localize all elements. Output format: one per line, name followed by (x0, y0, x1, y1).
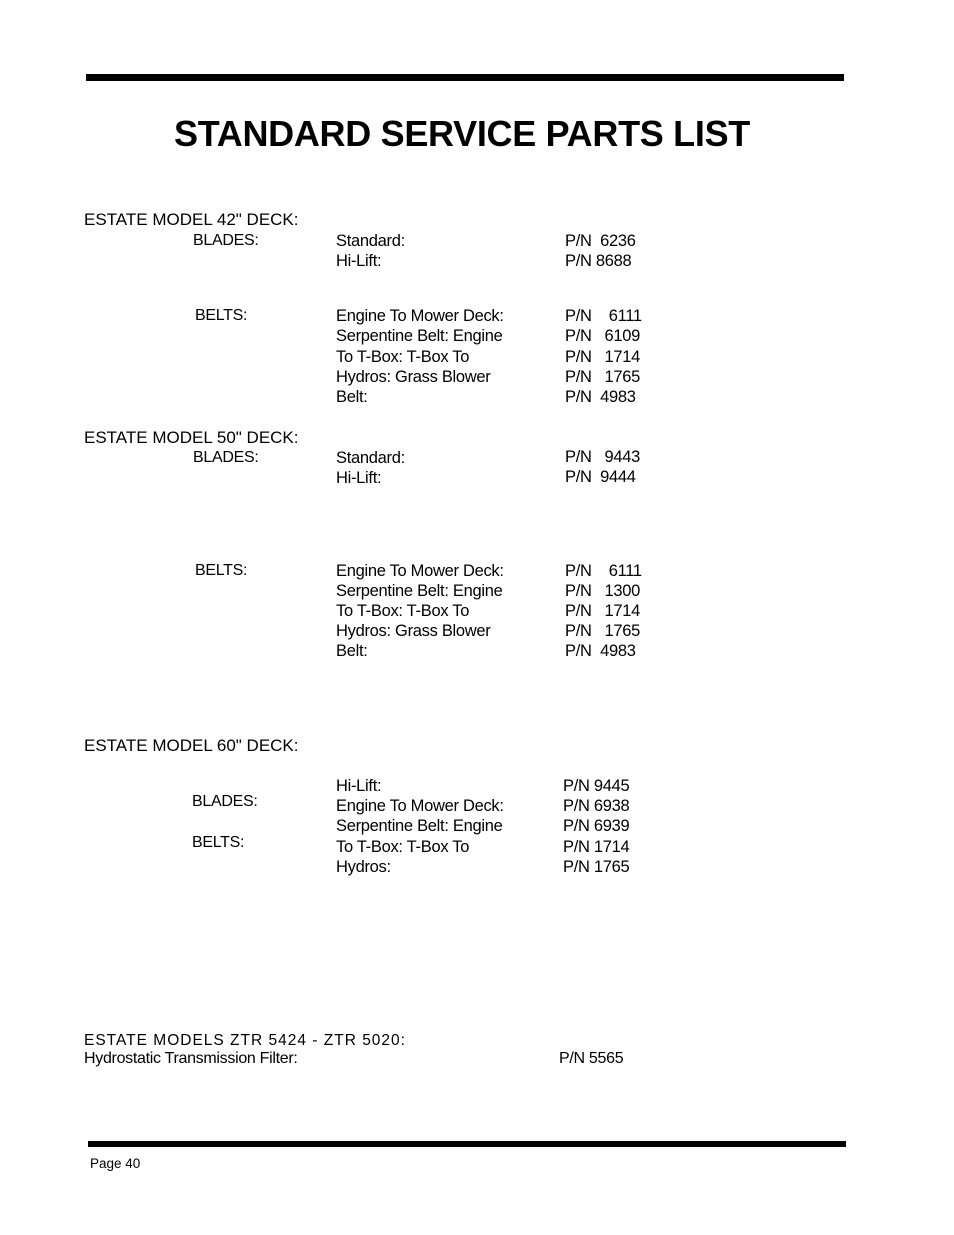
part-number: P/N 4983 (565, 642, 636, 660)
part-desc: Belt: (336, 388, 368, 406)
part-desc: Engine To Mower Deck: (336, 797, 504, 815)
part-desc: Serpentine Belt: Engine (336, 817, 503, 835)
top-rule (86, 74, 844, 81)
part-desc: Hydros: Grass Blower (336, 368, 491, 386)
part-desc: Engine To Mower Deck: (336, 562, 504, 580)
part-number: P/N 6111 (565, 562, 642, 580)
part-desc: Engine To Mower Deck: (336, 307, 504, 325)
part-number: P/N 8688 (565, 252, 632, 270)
part-desc: Standard: (336, 232, 405, 250)
page-title: STANDARD SERVICE PARTS LIST (174, 113, 750, 154)
part-desc: Serpentine Belt: Engine (336, 327, 503, 345)
part-number: P/N 1714 (565, 348, 640, 366)
part-number: P/N 6111 (565, 307, 642, 325)
part-number: P/N 1300 (565, 582, 640, 600)
section-heading-60: ESTATE MODEL 60" DECK: (84, 736, 299, 755)
section-heading-42: ESTATE MODEL 42" DECK: (84, 210, 299, 229)
part-number: P/N 6236 (565, 232, 636, 250)
part-desc: To T-Box: T-Box To (336, 348, 470, 366)
part-number: P/N 1765 (563, 858, 630, 876)
part-number: P/N 9443 (565, 448, 640, 466)
part-number: P/N 1714 (565, 602, 640, 620)
part-number: P/N 4983 (565, 388, 636, 406)
section-heading-50: ESTATE MODEL 50" DECK: (84, 428, 299, 447)
part-desc: To T-Box: T-Box To (336, 838, 470, 856)
part-desc: Standard: (336, 449, 405, 467)
ztr-heading: ESTATE MODELS ZTR 5424 - ZTR 5020: (84, 1032, 406, 1049)
blades-label-42: BLADES: (193, 232, 259, 249)
part-desc: Hi-Lift: (336, 252, 382, 270)
belts-label-60: BELTS: (192, 834, 245, 851)
part-number: P/N 6938 (563, 797, 630, 815)
page-number: Page 40 (90, 1156, 141, 1171)
bottom-rule (88, 1141, 846, 1147)
part-desc: Belt: (336, 642, 368, 660)
part-number: P/N 6109 (565, 327, 640, 345)
part-desc: Hi-Lift: (336, 777, 382, 795)
part-desc: Hi-Lift: (336, 469, 382, 487)
belts-label-50: BELTS: (195, 562, 248, 579)
part-desc: Hydros: (336, 858, 391, 876)
filter-desc: Hydrostatic Transmission Filter: (84, 1050, 298, 1067)
blades-label-50: BLADES: (193, 449, 259, 466)
part-number: P/N 1714 (563, 838, 630, 856)
blades-label-60: BLADES: (192, 793, 258, 810)
part-number: P/N 6939 (563, 817, 630, 835)
part-number: P/N 9445 (563, 777, 630, 795)
part-number: P/N 9444 (565, 468, 636, 486)
part-desc: Hydros: Grass Blower (336, 622, 491, 640)
part-desc: To T-Box: T-Box To (336, 602, 470, 620)
belts-label-42: BELTS: (195, 307, 248, 324)
filter-part-number: P/N 5565 (559, 1050, 624, 1067)
part-desc: Serpentine Belt: Engine (336, 582, 503, 600)
part-number: P/N 1765 (565, 368, 640, 386)
part-number: P/N 1765 (565, 622, 640, 640)
